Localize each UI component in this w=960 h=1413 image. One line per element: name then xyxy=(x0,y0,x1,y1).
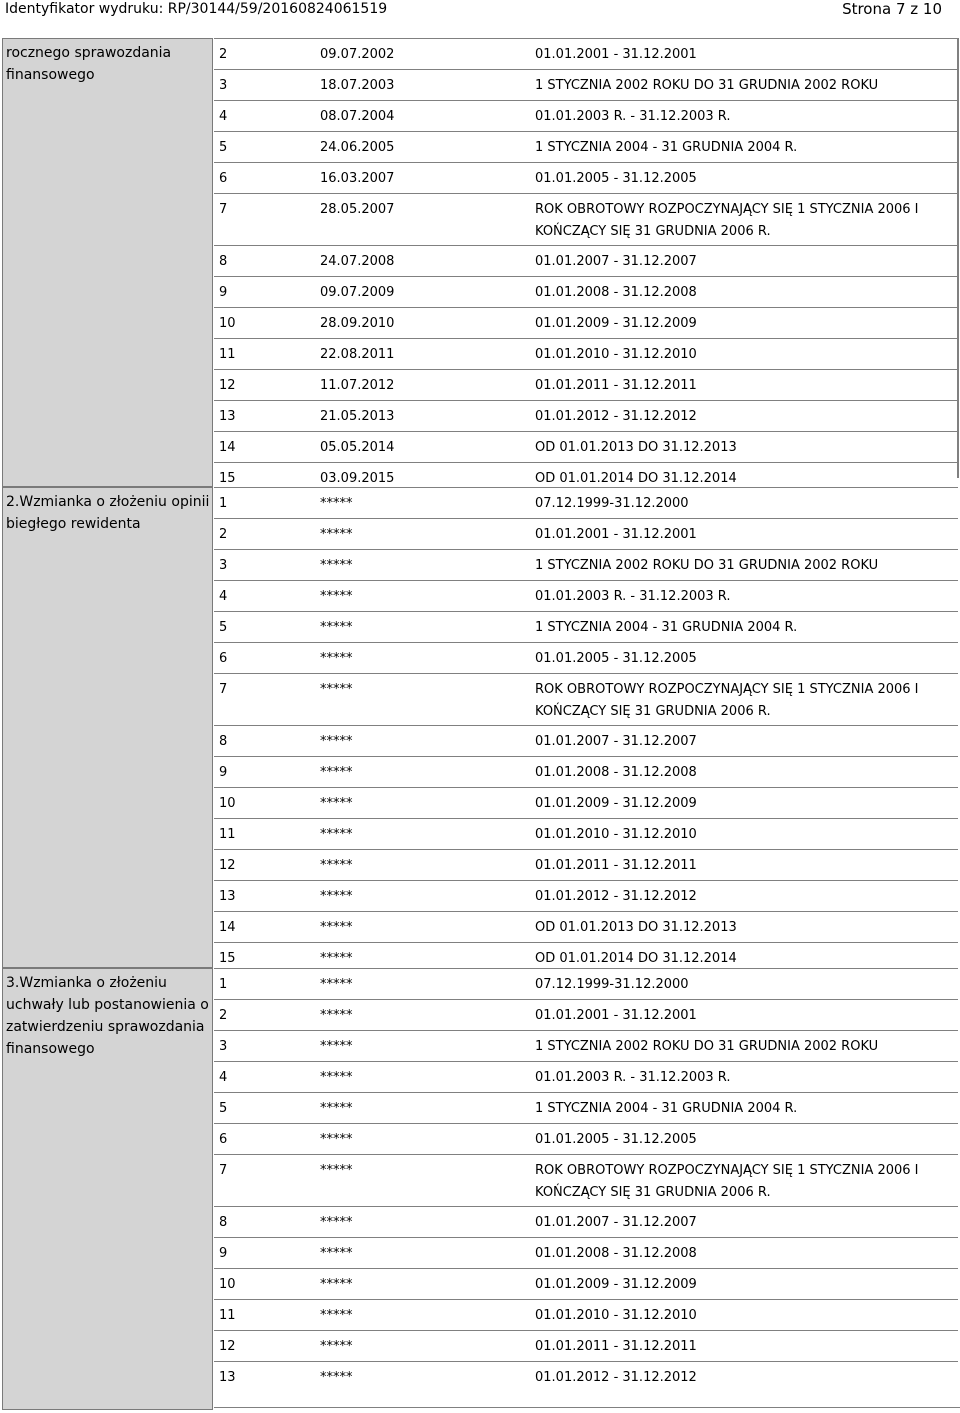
entry-period: 01.01.2012 - 31.12.2012 xyxy=(535,889,697,904)
table-row xyxy=(214,193,958,245)
table-row xyxy=(214,1330,958,1361)
entry-number: 9 xyxy=(219,1246,228,1261)
entry-number: 11 xyxy=(219,1308,236,1323)
entry-number: 9 xyxy=(219,765,228,780)
table-row xyxy=(214,756,958,787)
entry-number: 3 xyxy=(219,78,228,93)
table-border xyxy=(957,38,959,478)
entry-period: ROK OBROTOWY ROZPOCZYNAJĄCY SIĘ 1 STYCZNIA 2006 I KOŃCZĄCY SIĘ 31 GRUDNIA 2006 R. xyxy=(535,1163,919,1200)
entry-period: 01.01.2011 - 31.12.2011 xyxy=(535,858,697,873)
table-row xyxy=(214,518,958,549)
entry-date: 09.07.2002 xyxy=(320,47,395,62)
entry-number: 6 xyxy=(219,651,228,666)
table-row xyxy=(214,1092,958,1123)
section-label: rocznego sprawozdania finansowego xyxy=(6,45,172,83)
entry-number: 12 xyxy=(219,378,236,393)
entry-date: 03.09.2015 xyxy=(320,471,395,486)
entry-period: 01.01.2003 R. - 31.12.2003 R. xyxy=(535,589,731,604)
entry-number: 10 xyxy=(219,316,236,331)
table-row xyxy=(214,245,958,276)
table-row xyxy=(214,1268,958,1299)
print-identifier: Identyfikator wydruku: RP/30144/59/20160824061519 xyxy=(5,1,388,17)
entry-number: 8 xyxy=(219,734,228,749)
entry-date: 24.07.2008 xyxy=(320,254,395,269)
entry-date: 18.07.2003 xyxy=(320,78,395,93)
entry-date: ***** xyxy=(320,1246,353,1261)
table-row xyxy=(214,787,958,818)
entry-period: ROK OBROTOWY ROZPOCZYNAJĄCY SIĘ 1 STYCZNIA 2006 I KOŃCZĄCY SIĘ 31 GRUDNIA 2006 R. xyxy=(535,202,919,239)
entry-date: ***** xyxy=(320,1163,353,1178)
entry-number: 15 xyxy=(219,951,236,966)
entry-number: 11 xyxy=(219,827,236,842)
entry-number: 1 xyxy=(219,977,228,992)
entry-number: 3 xyxy=(219,1039,228,1054)
entry-date: ***** xyxy=(320,1370,353,1385)
entry-period: 01.01.2003 R. - 31.12.2003 R. xyxy=(535,1070,731,1085)
entry-date: ***** xyxy=(320,620,353,635)
table-row xyxy=(214,611,958,642)
entry-date: ***** xyxy=(320,1008,353,1023)
entry-date: ***** xyxy=(320,558,353,573)
entry-date: ***** xyxy=(320,1070,353,1085)
table-row xyxy=(214,131,958,162)
entry-period: 01.01.2011 - 31.12.2011 xyxy=(535,1339,697,1354)
entry-number: 14 xyxy=(219,920,236,935)
entry-number: 2 xyxy=(219,47,228,62)
entry-number: 5 xyxy=(219,140,228,155)
entry-date: ***** xyxy=(320,951,353,966)
entry-period: 01.01.2012 - 31.12.2012 xyxy=(535,1370,697,1385)
entry-period: 01.01.2008 - 31.12.2008 xyxy=(535,285,697,300)
entry-date: ***** xyxy=(320,827,353,842)
table-row xyxy=(214,642,958,673)
entry-number: 13 xyxy=(219,889,236,904)
entry-period: 01.01.2003 R. - 31.12.2003 R. xyxy=(535,109,731,124)
entry-number: 2 xyxy=(219,1008,228,1023)
table-row xyxy=(214,880,958,911)
entry-period: 1 STYCZNIA 2004 - 31 GRUDNIA 2004 R. xyxy=(535,140,798,155)
section-label-cell xyxy=(2,968,213,1410)
entry-date: ***** xyxy=(320,1101,353,1116)
entry-period: 01.01.2010 - 31.12.2010 xyxy=(535,827,697,842)
entry-date: 11.07.2012 xyxy=(320,378,395,393)
table-row xyxy=(214,487,958,518)
entry-date: 05.05.2014 xyxy=(320,440,395,455)
entry-period: OD 01.01.2014 DO 31.12.2014 xyxy=(535,471,737,486)
entry-period: ROK OBROTOWY ROZPOCZYNAJĄCY SIĘ 1 STYCZNIA 2006 I KOŃCZĄCY SIĘ 31 GRUDNIA 2006 R. xyxy=(535,682,919,719)
section-label-cell xyxy=(2,487,213,968)
entry-number: 14 xyxy=(219,440,236,455)
entry-number: 11 xyxy=(219,347,236,362)
entry-date: ***** xyxy=(320,1308,353,1323)
entry-period: 01.01.2011 - 31.12.2011 xyxy=(535,378,697,393)
entry-period: 01.01.2008 - 31.12.2008 xyxy=(535,1246,697,1261)
table-row xyxy=(214,1237,958,1268)
entry-period: OD 01.01.2014 DO 31.12.2014 xyxy=(535,951,737,966)
table-row xyxy=(214,1299,958,1330)
entry-period: 01.01.2001 - 31.12.2001 xyxy=(535,527,697,542)
entry-date: ***** xyxy=(320,734,353,749)
entry-date: 22.08.2011 xyxy=(320,347,395,362)
entry-period: OD 01.01.2013 DO 31.12.2013 xyxy=(535,920,737,935)
table-row xyxy=(214,549,958,580)
entry-date: ***** xyxy=(320,1215,353,1230)
table-row xyxy=(214,1030,958,1061)
entry-date: 21.05.2013 xyxy=(320,409,395,424)
table-row xyxy=(214,725,958,756)
entry-period: 01.01.2010 - 31.12.2010 xyxy=(535,347,697,362)
entry-date: ***** xyxy=(320,765,353,780)
table-row xyxy=(214,818,958,849)
entry-period: 01.01.2007 - 31.12.2007 xyxy=(535,254,697,269)
entry-date: ***** xyxy=(320,1132,353,1147)
entry-date: ***** xyxy=(320,1339,353,1354)
entry-period: 01.01.2005 - 31.12.2005 xyxy=(535,1132,697,1147)
entry-period: OD 01.01.2013 DO 31.12.2013 xyxy=(535,440,737,455)
table-row xyxy=(214,431,958,462)
entry-number: 7 xyxy=(219,1163,228,1178)
entry-date: ***** xyxy=(320,496,353,511)
entry-period: 1 STYCZNIA 2004 - 31 GRUDNIA 2004 R. xyxy=(535,1101,798,1116)
entry-number: 1 xyxy=(219,496,228,511)
table-row xyxy=(214,999,958,1030)
entry-date: ***** xyxy=(320,796,353,811)
table-row xyxy=(214,38,958,69)
entry-number: 7 xyxy=(219,202,228,217)
table-row xyxy=(214,276,958,307)
table-row xyxy=(214,580,958,611)
table-row xyxy=(214,400,958,431)
table-row xyxy=(214,100,958,131)
entry-date: ***** xyxy=(320,1039,353,1054)
entry-number: 5 xyxy=(219,1101,228,1116)
table-row xyxy=(214,69,958,100)
entry-number: 8 xyxy=(219,1215,228,1230)
print-header xyxy=(0,0,960,22)
entry-date: ***** xyxy=(320,889,353,904)
entry-period: 01.01.2012 - 31.12.2012 xyxy=(535,409,697,424)
table-row xyxy=(214,307,958,338)
table-row xyxy=(214,968,958,999)
section-label-cell xyxy=(2,38,213,487)
entry-date: ***** xyxy=(320,977,353,992)
entry-number: 12 xyxy=(219,858,236,873)
entry-period: 01.01.2008 - 31.12.2008 xyxy=(535,765,697,780)
entry-period: 01.01.2001 - 31.12.2001 xyxy=(535,47,697,62)
entry-date: ***** xyxy=(320,682,353,697)
entry-date: 16.03.2007 xyxy=(320,171,395,186)
table-row xyxy=(214,911,958,942)
entry-number: 13 xyxy=(219,1370,236,1385)
entry-date: ***** xyxy=(320,527,353,542)
entry-period: 1 STYCZNIA 2002 ROKU DO 31 GRUDNIA 2002 ROKU xyxy=(535,78,879,93)
entry-number: 10 xyxy=(219,796,236,811)
entry-date: 09.07.2009 xyxy=(320,285,395,300)
entry-number: 9 xyxy=(219,285,228,300)
entry-date: 08.07.2004 xyxy=(320,109,395,124)
section-label: 3.Wzmianka o złożeniu uchwały lub postanowienia o zatwierdzeniu sprawozdania finansowego xyxy=(6,975,209,1057)
entry-number: 8 xyxy=(219,254,228,269)
entry-period: 01.01.2001 - 31.12.2001 xyxy=(535,1008,697,1023)
entry-period: 1 STYCZNIA 2002 ROKU DO 31 GRUDNIA 2002 ROKU xyxy=(535,1039,879,1054)
entry-period: 01.01.2009 - 31.12.2009 xyxy=(535,1277,697,1292)
entry-period: 01.01.2009 - 31.12.2009 xyxy=(535,796,697,811)
entry-number: 2 xyxy=(219,527,228,542)
entry-date: ***** xyxy=(320,920,353,935)
entry-date: 24.06.2005 xyxy=(320,140,395,155)
entry-period: 01.01.2009 - 31.12.2009 xyxy=(535,316,697,331)
entry-period: 01.01.2005 - 31.12.2005 xyxy=(535,651,697,666)
entry-date: ***** xyxy=(320,589,353,604)
entry-date: 28.05.2007 xyxy=(320,202,395,217)
entry-number: 4 xyxy=(219,109,228,124)
table-row xyxy=(214,338,958,369)
entry-period: 01.01.2007 - 31.12.2007 xyxy=(535,1215,697,1230)
entry-number: 15 xyxy=(219,471,236,486)
entry-period: 01.01.2005 - 31.12.2005 xyxy=(535,171,697,186)
entry-period: 1 STYCZNIA 2004 - 31 GRUDNIA 2004 R. xyxy=(535,620,798,635)
entry-number: 4 xyxy=(219,1070,228,1085)
entry-number: 13 xyxy=(219,409,236,424)
table-row xyxy=(214,1061,958,1092)
table-row xyxy=(214,1361,958,1392)
entry-number: 4 xyxy=(219,589,228,604)
section-label: 2.Wzmianka o złożeniu opinii biegłego rewidenta xyxy=(6,494,210,532)
table-border xyxy=(214,1407,960,1408)
entry-number: 10 xyxy=(219,1277,236,1292)
entry-period: 1 STYCZNIA 2002 ROKU DO 31 GRUDNIA 2002 ROKU xyxy=(535,558,879,573)
entry-date: 28.09.2010 xyxy=(320,316,395,331)
entry-number: 5 xyxy=(219,620,228,635)
entry-number: 6 xyxy=(219,171,228,186)
table-row xyxy=(214,162,958,193)
table-row xyxy=(214,849,958,880)
entry-number: 3 xyxy=(219,558,228,573)
entry-date: ***** xyxy=(320,858,353,873)
table-row xyxy=(214,673,958,725)
table-row xyxy=(214,1154,958,1206)
entry-number: 6 xyxy=(219,1132,228,1147)
table-row xyxy=(214,1123,958,1154)
page-number: Strona 7 z 10 xyxy=(842,0,942,18)
entry-period: 01.01.2007 - 31.12.2007 xyxy=(535,734,697,749)
entry-date: ***** xyxy=(320,651,353,666)
entry-date: ***** xyxy=(320,1277,353,1292)
entry-number: 7 xyxy=(219,682,228,697)
table-row xyxy=(214,369,958,400)
entry-period: 07.12.1999-31.12.2000 xyxy=(535,496,689,511)
entry-period: 01.01.2010 - 31.12.2010 xyxy=(535,1308,697,1323)
entry-period: 07.12.1999-31.12.2000 xyxy=(535,977,689,992)
entry-number: 12 xyxy=(219,1339,236,1354)
table-row xyxy=(214,1206,958,1237)
